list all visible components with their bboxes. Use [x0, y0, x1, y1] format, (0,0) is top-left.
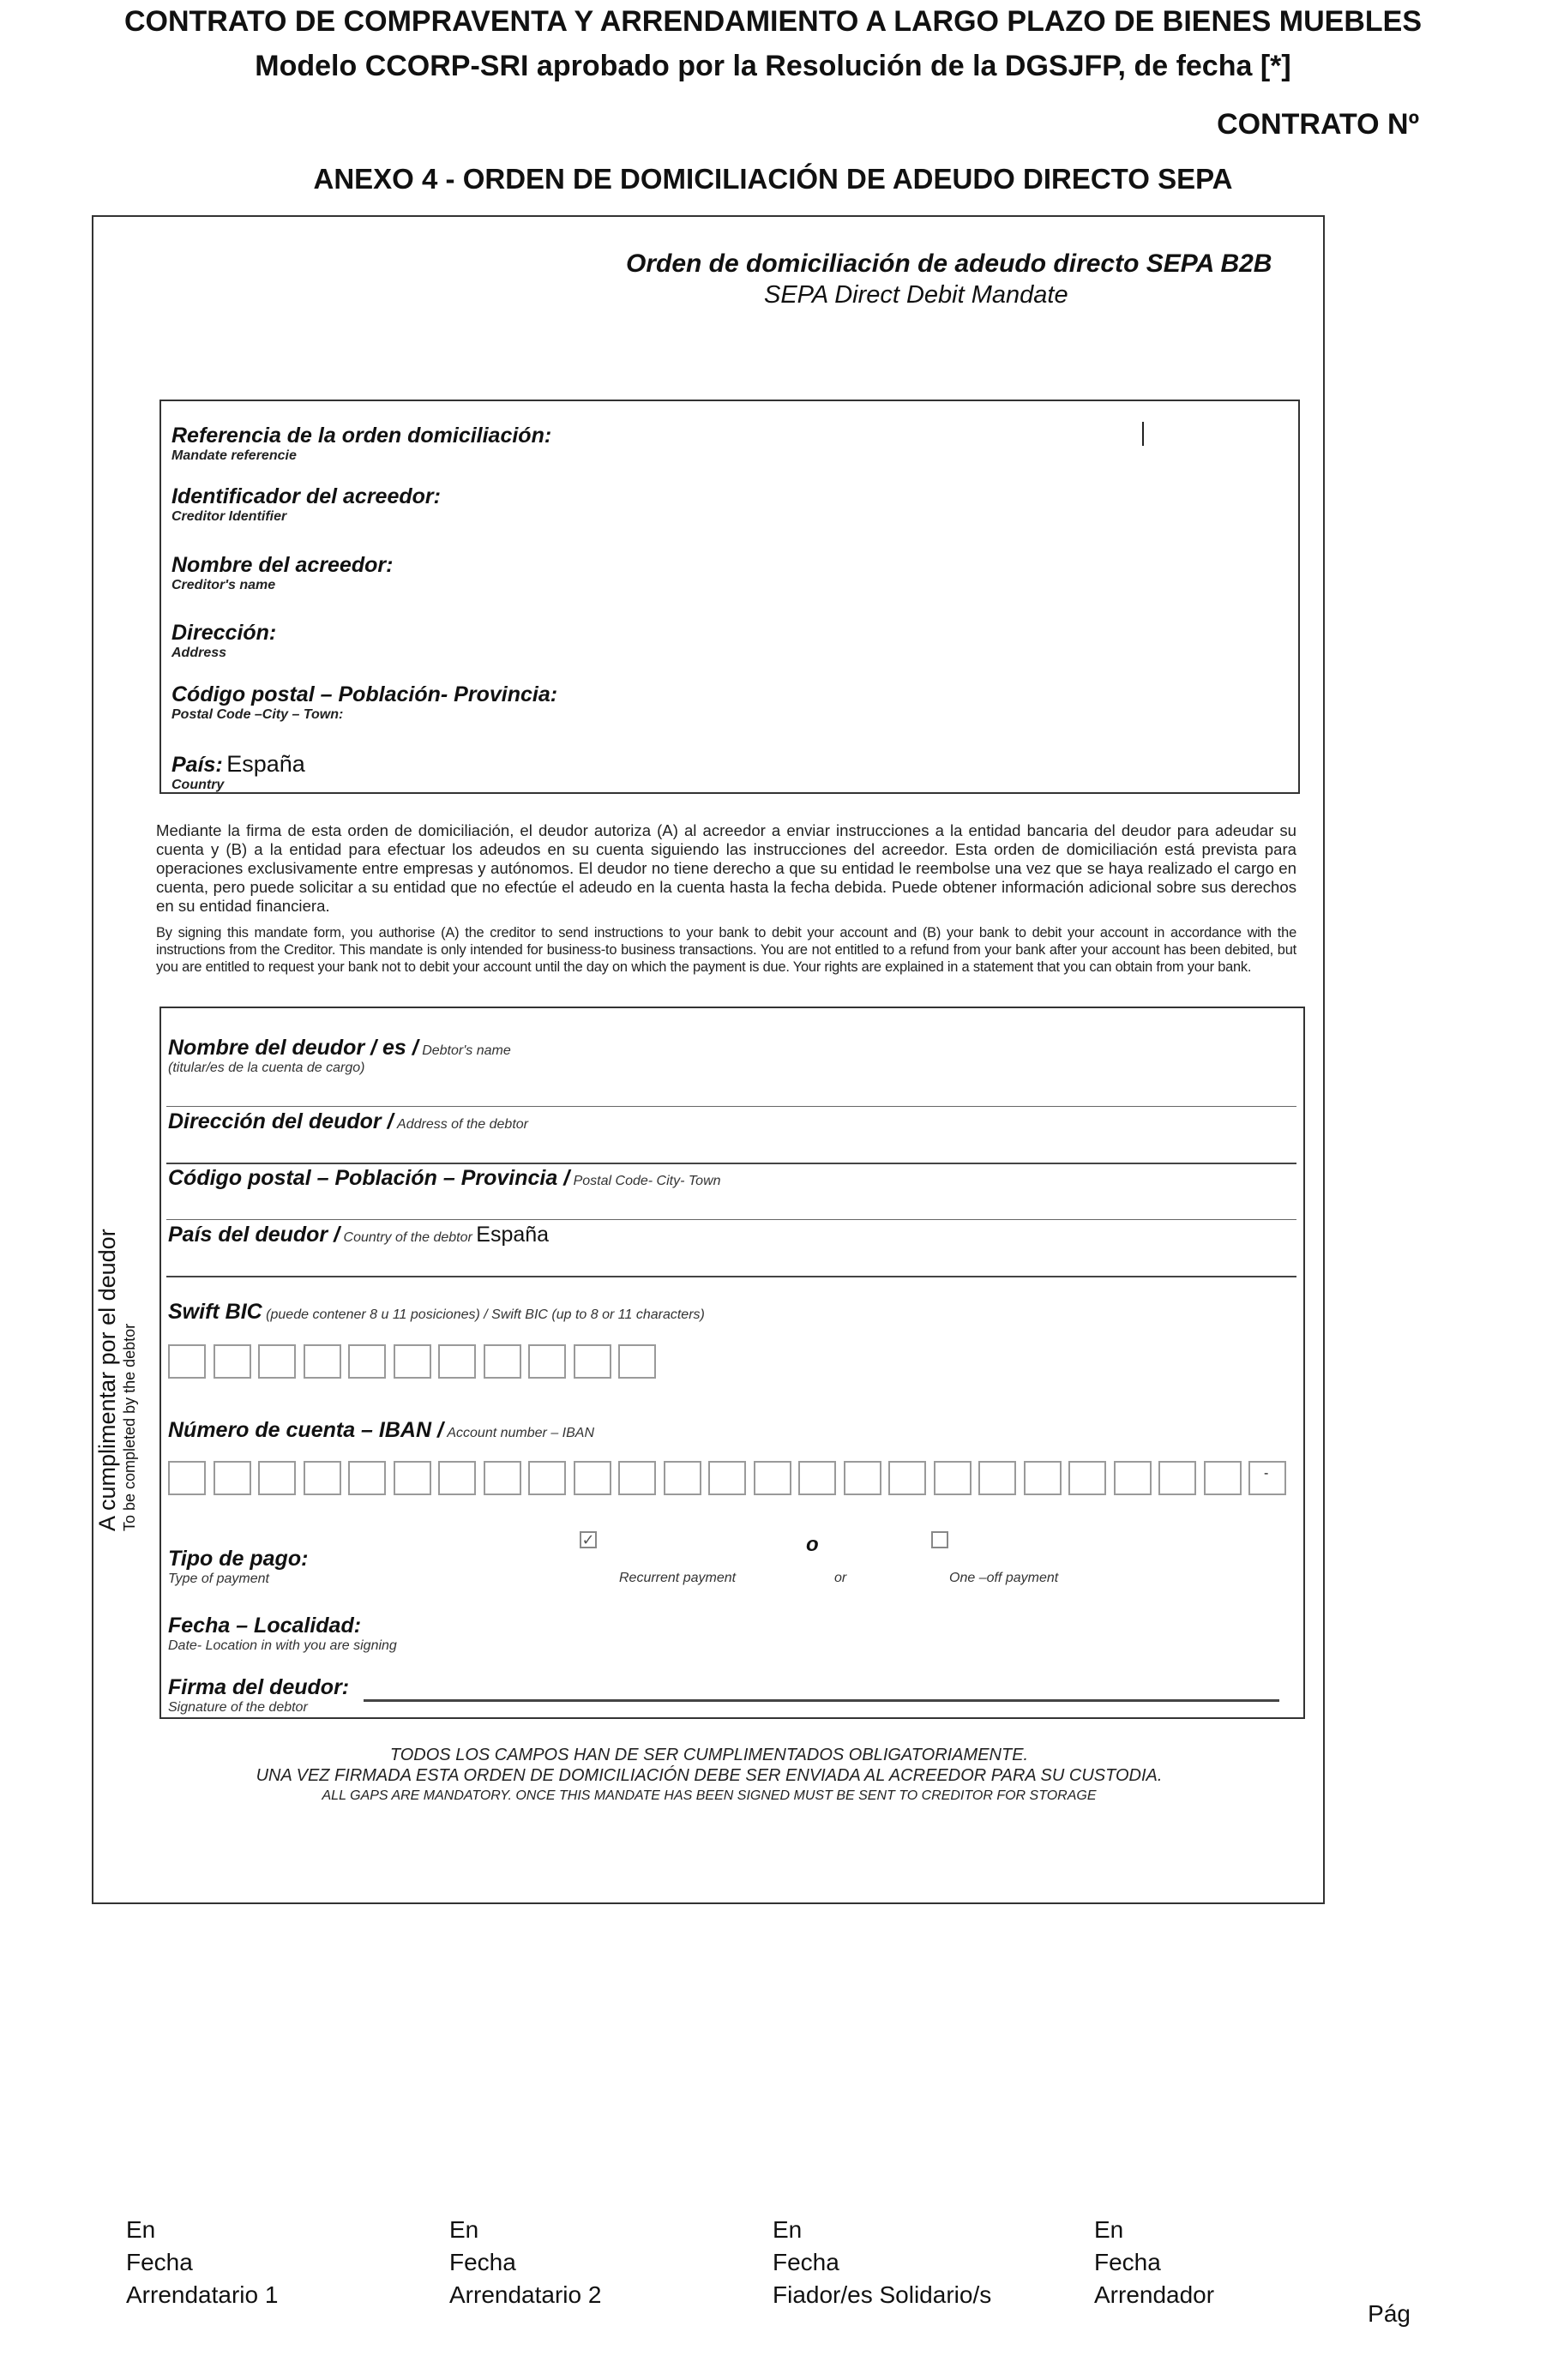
char-cell[interactable] — [438, 1461, 476, 1495]
or-en: or — [834, 1571, 847, 1585]
form-title-en: SEPA Direct Debit Mandate — [764, 281, 1068, 309]
char-cell[interactable] — [934, 1461, 972, 1495]
char-cell[interactable] — [798, 1461, 836, 1495]
signature-block-fiador — [773, 2214, 991, 2311]
creditor-field-postal[interactable] — [171, 682, 557, 723]
field-label: Número de cuenta – IBAN / — [168, 1418, 443, 1442]
date-label: Fecha — [126, 2249, 193, 2275]
place-label: En — [126, 2216, 156, 2243]
place-label: En — [773, 2216, 803, 2243]
debtor-postal-field[interactable] — [168, 1166, 721, 1191]
party-label: Fiador/es Solidario/s — [773, 2281, 992, 2308]
party-label: Arrendatario 1 — [126, 2281, 279, 2308]
char-cell[interactable] — [618, 1344, 656, 1379]
date-location-field[interactable] — [168, 1614, 397, 1654]
annex-title: ANEXO 4 - ORDEN DE DOMICILIACIÓN DE ADEUDO DIRECTO SEPA — [313, 163, 1233, 195]
field-sublabel: Country of the debtor — [343, 1230, 472, 1245]
char-cell[interactable] — [574, 1344, 611, 1379]
field-label: País: — [171, 753, 223, 777]
field-sublabel: Creditor Identifier — [171, 509, 287, 524]
debtor-postal-line — [166, 1219, 1296, 1220]
field-label: Tipo de pago: — [168, 1547, 309, 1571]
char-cell[interactable] — [664, 1461, 701, 1495]
field-label: Dirección del deudor / — [168, 1109, 394, 1133]
signature-block-arrendador — [1094, 2214, 1214, 2311]
creditor-field-name[interactable] — [171, 553, 393, 593]
field-label: Dirección: — [171, 621, 277, 645]
field-label: Firma del deudor: — [168, 1675, 350, 1699]
field-label: Código postal – Población- Provincia: — [171, 682, 558, 706]
payment-type-label — [168, 1547, 308, 1587]
or-es: o — [806, 1533, 819, 1556]
one-off-payment-label: One –off payment — [949, 1571, 1059, 1585]
recurrent-payment-checkbox[interactable]: ✓ — [580, 1531, 597, 1548]
char-cell[interactable] — [304, 1461, 341, 1495]
footer-note-1: TODOS LOS CAMPOS HAN DE SER CUMPLIMENTADOS OBLIGATORIAMENTE. — [389, 1746, 1029, 1764]
char-cell[interactable] — [528, 1344, 566, 1379]
signature-block-arrendatario-2 — [449, 2214, 601, 2311]
recurrent-payment-label: Recurrent payment — [619, 1571, 737, 1585]
field-sublabel: Postal Code –City – Town: — [171, 707, 344, 722]
field-sublabel: (puede contener 8 u 11 posiciones) / Swift BIC (up to 8 or 11 characters) — [266, 1307, 705, 1322]
iban-label — [168, 1418, 594, 1443]
field-label: Código postal – Población – Provincia / — [168, 1166, 570, 1190]
party-label: Arrendador — [1094, 2281, 1215, 2308]
field-sublabel: Signature of the debtor — [168, 1700, 308, 1715]
debtor-country-line — [166, 1276, 1296, 1277]
creditor-field-reference[interactable] — [171, 424, 551, 464]
char-cell[interactable] — [394, 1344, 431, 1379]
place-label: En — [1094, 2216, 1124, 2243]
field-label: Identificador del acreedor: — [171, 484, 441, 508]
char-cell[interactable] — [348, 1344, 386, 1379]
contract-number-label: CONTRATO Nº — [1217, 108, 1419, 141]
char-cell[interactable] — [168, 1344, 206, 1379]
field-sublabel: Creditor's name — [171, 578, 276, 592]
field-label: Referencia de la orden domiciliación: — [171, 424, 552, 448]
debtor-signature-field[interactable] — [168, 1675, 349, 1716]
char-cell[interactable] — [258, 1344, 296, 1379]
field-note: (titular/es de la cuenta de cargo) — [168, 1061, 365, 1075]
swift-bic-label — [168, 1300, 705, 1325]
char-cell[interactable] — [754, 1461, 791, 1495]
char-cell[interactable] — [438, 1344, 476, 1379]
field-sublabel: Mandate referencie — [171, 448, 297, 463]
place-label: En — [449, 2216, 479, 2243]
footer-note-2: UNA VEZ FIRMADA ESTA ORDEN DE DOMICILIACIÓN DEBE SER ENVIADA AL ACREEDOR PARA SU CUSTODIA. — [256, 1766, 1163, 1785]
char-cell[interactable] — [1114, 1461, 1152, 1495]
date-label: Fecha — [449, 2249, 516, 2275]
document-title: CONTRATO DE COMPRAVENTA Y ARRENDAMIENTO A LARGO PLAZO DE BIENES MUEBLES — [123, 5, 1423, 38]
text-cursor — [1142, 422, 1144, 446]
debtor-country-field[interactable] — [168, 1223, 549, 1247]
debtor-name-field[interactable] — [168, 1036, 511, 1076]
char-cell[interactable] — [574, 1461, 611, 1495]
side-label-es: A cumplimentar por el deudor — [94, 1229, 120, 1531]
char-cell[interactable] — [888, 1461, 926, 1495]
field-sublabel: Address of the debtor — [397, 1117, 528, 1132]
creditor-field-country[interactable] — [171, 751, 305, 793]
field-label: Swift BIC — [168, 1300, 262, 1324]
field-sublabel: Account number – IBAN — [447, 1426, 594, 1440]
iban-dash: - — [1264, 1466, 1269, 1481]
char-cell[interactable] — [844, 1461, 881, 1495]
char-cell[interactable] — [484, 1461, 521, 1495]
field-label: País del deudor / — [168, 1223, 340, 1247]
char-cell[interactable] — [304, 1344, 341, 1379]
field-sublabel: Country — [171, 778, 225, 792]
field-label: Nombre del acreedor: — [171, 553, 394, 577]
char-cell[interactable] — [394, 1461, 431, 1495]
date-label: Fecha — [773, 2249, 839, 2275]
side-label-en: To be completed by the debtor — [121, 1323, 138, 1531]
date-label: Fecha — [1094, 2249, 1161, 2275]
page-label: Pág — [1368, 2300, 1411, 2327]
char-cell[interactable] — [168, 1461, 206, 1495]
signature-line — [364, 1699, 1279, 1702]
debtor-name-line — [166, 1106, 1296, 1107]
field-label: Nombre del deudor / es / — [168, 1036, 418, 1060]
debtor-address-field[interactable] — [168, 1109, 528, 1134]
footer-note-3: ALL GAPS ARE MANDATORY. ONCE THIS MANDATE HAS BEEN SIGNED MUST BE SENT TO CREDITOR FOR STORAGE — [322, 1788, 1097, 1803]
field-sublabel: Debtor's name — [422, 1043, 511, 1058]
char-cell[interactable] — [618, 1461, 656, 1495]
char-cell[interactable] — [528, 1461, 566, 1495]
char-cell[interactable] — [214, 1461, 251, 1495]
char-cell[interactable] — [484, 1344, 521, 1379]
char-cell[interactable] — [1068, 1461, 1106, 1495]
document-subtitle: Modelo CCORP-SRI aprobado por la Resolución de la DGSJFP, de fecha [*] — [255, 50, 1291, 82]
mandate-text-en: By signing this mandate form, you authorise (A) the creditor to send instructions to your bank to debit your account and (B) your bank to debit your account in accordance with the instructions from the Creditor. This mandate is only intended for business-to business transactions. You are not entitled to a refund from your bank after your account has been debited, but you are entitled to request your bank not to debit your account until the day on which the payment is due. Your rights are explained in a statement that you can obtain from your bank. — [156, 925, 1296, 975]
form-title-es: Orden de domiciliación de adeudo directo SEPA B2B — [626, 249, 1272, 278]
char-cell[interactable] — [708, 1461, 746, 1495]
creditor-field-identifier[interactable] — [171, 484, 441, 525]
one-off-payment-checkbox[interactable] — [931, 1531, 948, 1548]
party-label: Arrendatario 2 — [449, 2281, 602, 2308]
debtor-section-side-label — [94, 1229, 139, 1531]
field-sublabel: Date- Location in with you are signing — [168, 1638, 397, 1653]
char-cell[interactable] — [348, 1461, 386, 1495]
country-value: España — [226, 751, 305, 777]
field-sublabel: Type of payment — [168, 1572, 269, 1586]
char-cell[interactable] — [978, 1461, 1016, 1495]
char-cell[interactable] — [1158, 1461, 1196, 1495]
field-sublabel: Postal Code- City- Town — [573, 1174, 721, 1188]
char-cell[interactable] — [258, 1461, 296, 1495]
field-sublabel: Address — [171, 646, 227, 660]
char-cell[interactable] — [1024, 1461, 1062, 1495]
debtor-address-line — [166, 1163, 1296, 1164]
char-cell[interactable] — [214, 1344, 251, 1379]
mandate-text-es: Mediante la firma de esta orden de domiciliación, el deudor autoriza (A) al acreedor a enviar instrucciones a la entidad bancaria del deudor para adeudar su cuenta y (B) a la entidad para efectuar los adeudos en su cuenta siguiendo las instrucciones del acreedor. Esta orden de domiciliación está prevista para operaciones exclusivamente entre empresas y autónomos. El deudor no tiene derecho a que su entidad le reembolse una vez que se haya realizado el cargo en cuenta, pero puede solicitar a su entidad que no efectúe el adeudo en la cuenta hasta la fecha debida. Puede obtener información adicional sobre sus derechos en su entidad financiera. — [156, 821, 1296, 915]
field-label: Fecha – Localidad: — [168, 1614, 362, 1638]
char-cell[interactable] — [1204, 1461, 1242, 1495]
signature-block-arrendatario-1 — [126, 2214, 278, 2311]
country-value: España — [476, 1223, 550, 1247]
creditor-field-address[interactable] — [171, 621, 276, 661]
